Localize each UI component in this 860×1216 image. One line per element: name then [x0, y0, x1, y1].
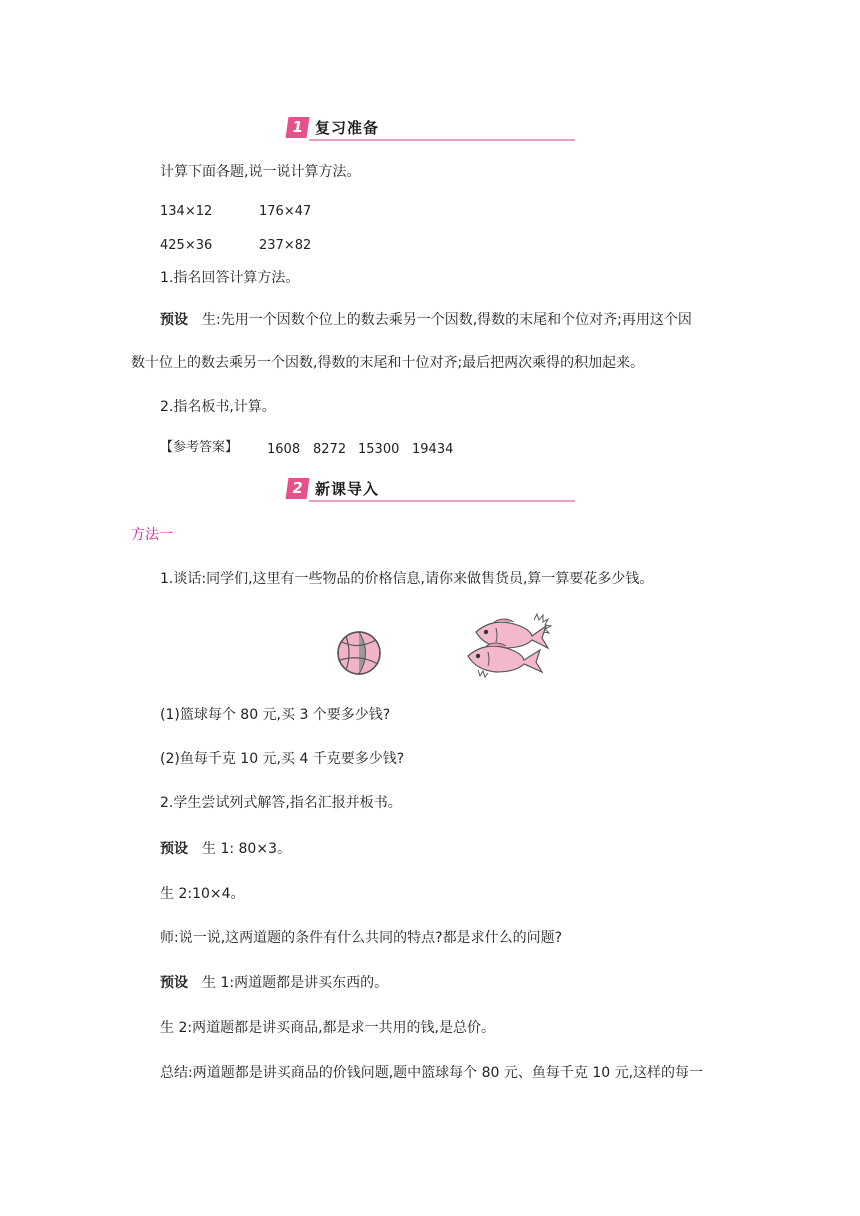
preset-label: 预设 [160, 975, 188, 991]
preset-line-1: 生:先用一个因数个位上的数去乘另一个因数,得数的末尾和个位对齐;再用这个因 [202, 312, 692, 328]
section-number-badge: 2 [286, 478, 310, 499]
step-1: 1.指名回答计算方法。 [160, 270, 300, 286]
preset-line-2: 数十位上的数去乘另一个因数,得数的末尾和十位对齐;最后把两次乘得的积加起来。 [131, 355, 645, 371]
preset-label: 预设 [160, 312, 188, 328]
section-header-review [287, 116, 577, 140]
method-label: 方法一 [131, 527, 173, 543]
student-1-reply: 生 1:两道题都是讲买东西的。 [202, 975, 389, 991]
section-underline [309, 139, 575, 141]
preset-label: 预设 [160, 841, 188, 857]
basketball-icon [336, 630, 382, 676]
problem-2: 176×47 [259, 204, 312, 219]
problem-4: 237×82 [259, 238, 312, 253]
student-2-answer: 生 2:10×4。 [160, 886, 245, 902]
section-underline [309, 500, 575, 502]
answer-1: 1608 [267, 442, 301, 457]
answer-3: 15300 [358, 442, 400, 457]
talk-text: 1.谈话:同学们,这里有一些物品的价格信息,请你来做售货员,算一算要花多少钱。 [160, 571, 654, 587]
answers-label: 【参考答案】 [160, 440, 239, 455]
problem-1: 134×12 [160, 204, 213, 219]
step-3: 2.学生尝试列式解答,指名汇报并板书。 [160, 795, 402, 811]
question-1: (1)篮球每个 80 元,买 3 个要多少钱? [160, 707, 391, 723]
answer-2: 8272 [313, 442, 347, 457]
summary-text: 总结:两道题都是讲买商品的价钱问题,题中篮球每个 80 元、鱼每千克 10 元,这样的每一 [160, 1065, 704, 1081]
step-2: 2.指名板书,计算。 [160, 399, 276, 415]
fish-icon [464, 612, 556, 682]
problem-3: 425×36 [160, 238, 213, 253]
question-2: (2)鱼每千克 10 元,买 4 千克要多少钱? [160, 751, 405, 767]
student-2-reply: 生 2:两道题都是讲买商品,都是求一共用的钱,是总价。 [160, 1020, 495, 1036]
section-header-new-lesson [287, 477, 577, 501]
section-title: 新课导入 [315, 480, 380, 498]
section-number-badge: 1 [286, 117, 310, 138]
answer-4: 19434 [412, 442, 454, 457]
student-1-answer: 生 1: 80×3。 [202, 841, 291, 857]
teacher-question: 师:说一说,这两道题的条件有什么共同的特点?都是求什么的问题? [160, 930, 563, 946]
section-title: 复习准备 [315, 119, 380, 137]
intro-text: 计算下面各题,说一说计算方法。 [160, 164, 361, 180]
